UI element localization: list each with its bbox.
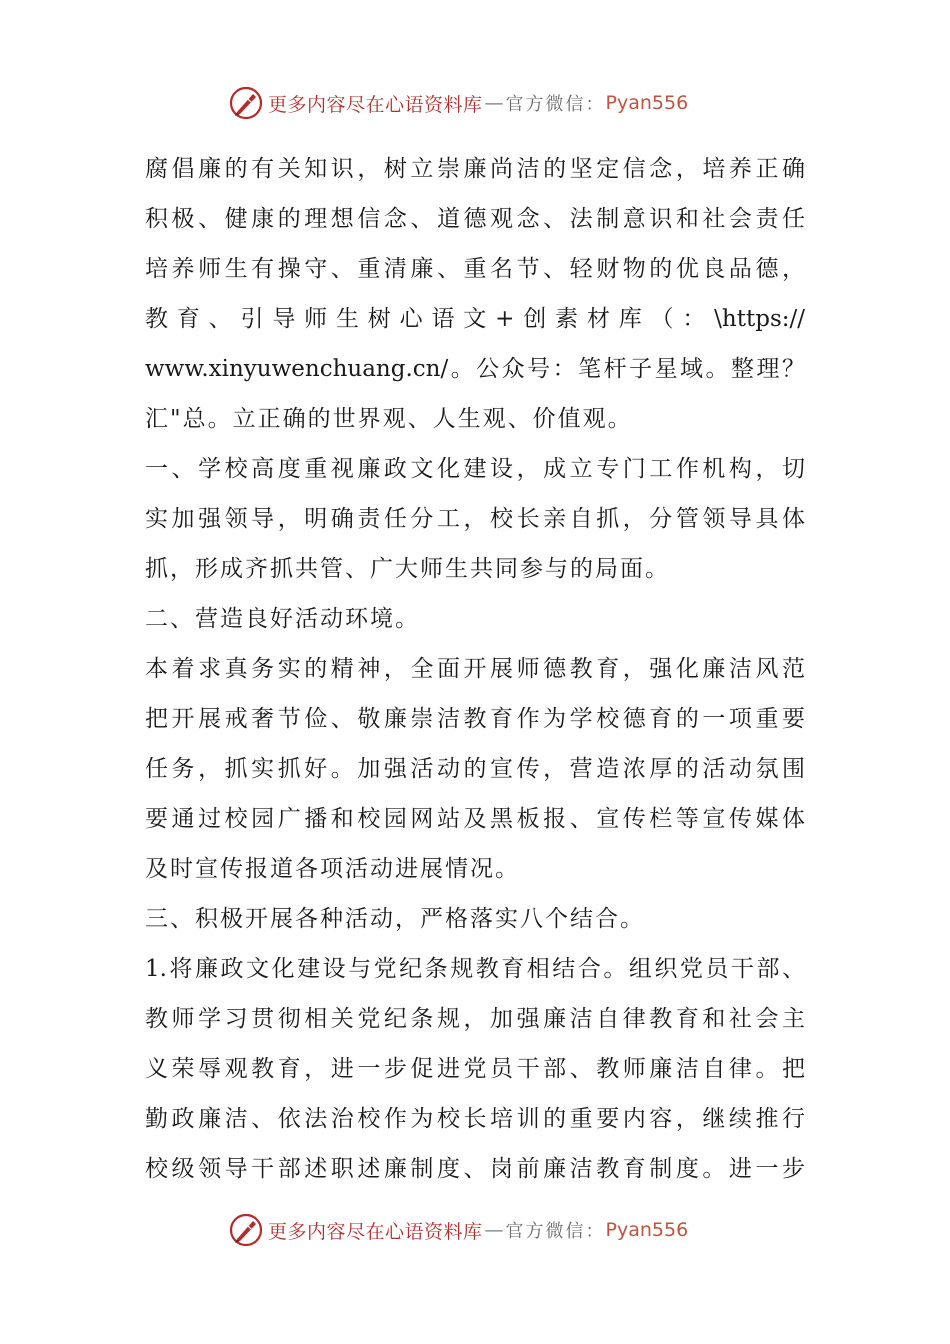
watermark-label: 官方微信： <box>505 94 606 115</box>
text-line: 培养师生有操守、重清廉、重名节、轻财物的优良品德， <box>145 256 805 282</box>
text-line: 汇"总。立正确的世界观、人生观、价值观。 <box>145 406 633 432</box>
text-line: 三、积极开展各种活动，严格落实八个结合。 <box>145 906 645 932</box>
text-line: 义荣辱观教育，进一步促进党员干部、教师廉洁自律。把 <box>145 1056 805 1082</box>
watermark-main-text: 更多内容尽在心语资料库 <box>268 1220 483 1243</box>
text-line: 要通过校园广播和校园网站及黑板报、宣传栏等宣传媒体 <box>145 806 805 832</box>
text-line: 本着求真务实的精神，全面开展师德教育，强化廉洁风范 <box>145 656 805 682</box>
pen-logo-icon <box>228 85 264 121</box>
text-line: 任务，抓实抓好。加强活动的宣传，营造浓厚的活动氛围 <box>145 756 805 782</box>
watermark-main-text: 更多内容尽在心语资料库 <box>268 93 483 116</box>
text-line: 教师学习贯彻相关党纪条规，加强廉洁自律教育和社会主 <box>145 1006 805 1032</box>
document-body <box>145 144 805 1194</box>
text-line: 勤政廉洁、依法治校作为校长培训的重要内容，继续推行 <box>145 1106 805 1132</box>
text-line: 实加强领导，明确责任分工，校长亲自抓，分管领导具体 <box>145 506 805 532</box>
watermark-label: 官方微信： <box>505 1221 606 1242</box>
footer-watermark <box>228 1210 688 1250</box>
text-line: 校级领导干部述职述廉制度、岗前廉洁教育制度。进一步 <box>145 1156 805 1182</box>
watermark-dash: — <box>484 1219 504 1241</box>
text-line: 教育、引导师生树心语文+创素材库（：\https:// <box>145 306 805 332</box>
pen-logo-icon <box>228 1212 264 1248</box>
text-line: 1.将廉政文化建设与党纪条规教育相结合。组织党员干部、 <box>145 956 805 982</box>
text-line: 把开展戒奢节俭、敬廉崇洁教育作为学校德育的一项重要 <box>145 706 805 732</box>
watermark-dash: — <box>484 92 504 114</box>
text-line: 积极、健康的理想信念、道德观念、法制意识和社会责任 <box>145 206 805 232</box>
text-line: www.xinyuwenchuang.cn/。公众号：笔杆子星域。整理？ <box>145 356 805 382</box>
text-line: 一、学校高度重视廉政文化建设，成立专门工作机构，切 <box>145 456 805 482</box>
watermark-wechat-id: Pyan556 <box>605 1219 689 1241</box>
text-line: 抓，形成齐抓共管、广大师生共同参与的局面。 <box>145 556 670 582</box>
text-line: 二、营造良好活动环境。 <box>145 606 420 632</box>
text-line: 腐倡廉的有关知识，树立崇廉尚洁的坚定信念，培养正确 <box>145 156 805 182</box>
text-line: 及时宣传报道各项活动进展情况。 <box>145 856 520 882</box>
watermark-wechat-id: Pyan556 <box>605 92 689 114</box>
header-watermark <box>228 83 688 123</box>
